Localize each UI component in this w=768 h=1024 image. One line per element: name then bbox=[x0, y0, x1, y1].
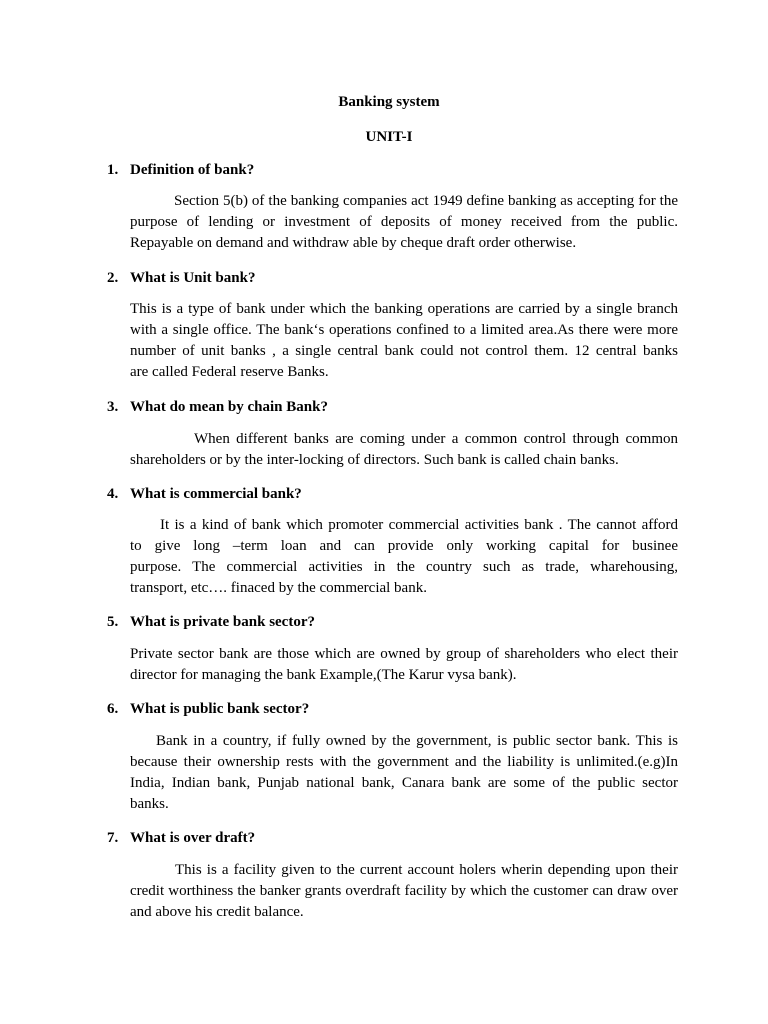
paragraph-line: because their ownership rests with the government and the liability is unlimited.(e.g)In bbox=[130, 754, 678, 770]
question-heading-2 bbox=[107, 268, 255, 289]
question-text: What is over draft? bbox=[130, 830, 256, 846]
paragraph-line: with a single office. The bank‘s operations confined to a limited area.As there were more bbox=[130, 322, 678, 338]
paragraph-line: shareholders or by the inter-locking of directors. Such bank is called chain banks. bbox=[130, 452, 619, 468]
paragraph-line: When different banks are coming under a common control through common bbox=[194, 431, 678, 447]
question-heading-5 bbox=[107, 612, 315, 633]
paragraph-line: This is a type of bank under which the banking operations are carried by a single branch bbox=[130, 301, 678, 317]
paragraph-line: Repayable on demand and withdraw able by cheque draft order otherwise. bbox=[130, 235, 577, 251]
question-number: 4. bbox=[107, 486, 119, 502]
paragraph-line: are called Federal reserve Banks. bbox=[130, 364, 329, 380]
paragraph-line: banks. bbox=[130, 796, 169, 812]
question-heading-7 bbox=[107, 828, 255, 849]
paragraph-line: purpose. The commercial activities in the country such as trade, wharehousing, bbox=[130, 559, 678, 575]
question-text: What is private bank sector? bbox=[130, 614, 315, 630]
paragraph-line: This is a facility given to the current account holers wherin depending upon their bbox=[175, 862, 678, 878]
question-text: What is public bank sector? bbox=[130, 701, 310, 717]
answer-paragraph-7 bbox=[130, 860, 678, 923]
question-heading-4 bbox=[107, 484, 302, 505]
paragraph-line: to give long –term loan and can provide only working capital for businee bbox=[130, 538, 678, 554]
question-text: Definition of bank? bbox=[130, 162, 255, 178]
paragraph-line: director for managing the bank Example,(The Karur vysa bank). bbox=[130, 667, 517, 683]
question-number: 7. bbox=[107, 830, 119, 846]
question-text: What do mean by chain Bank? bbox=[130, 399, 328, 415]
question-number: 5. bbox=[107, 614, 119, 630]
paragraph-line: transport, etc…. finaced by the commercial bank. bbox=[130, 580, 427, 596]
question-text: What is commercial bank? bbox=[130, 486, 302, 502]
paragraph-line: Bank in a country, if fully owned by the government, is public sector bank. This is bbox=[156, 733, 678, 749]
paragraph-line: It is a kind of bank which promoter commercial activities bank . The cannot afford bbox=[160, 517, 678, 533]
document-title: Banking system bbox=[338, 94, 440, 110]
question-number: 3. bbox=[107, 399, 119, 415]
question-heading-1 bbox=[107, 160, 254, 181]
question-heading-3 bbox=[107, 397, 328, 418]
paragraph-line: Private sector bank are those which are owned by group of shareholders who elect their bbox=[130, 646, 678, 662]
answer-paragraph-6 bbox=[130, 731, 678, 815]
question-number: 2. bbox=[107, 270, 119, 286]
question-text: What is Unit bank? bbox=[130, 270, 256, 286]
paragraph-line: Section 5(b) of the banking companies act 1949 define banking as accepting for the bbox=[174, 193, 678, 209]
paragraph-line: purpose of lending or investment of deposits of money received from the public. bbox=[130, 214, 678, 230]
answer-paragraph-2 bbox=[130, 299, 678, 383]
paragraph-line: and above his credit balance. bbox=[130, 904, 304, 920]
document-unit-heading: UNIT-I bbox=[365, 129, 413, 145]
question-heading-6 bbox=[107, 699, 309, 720]
question-number: 1. bbox=[107, 162, 119, 178]
paragraph-line: credit worthiness the banker grants overdraft facility by which the customer can draw over bbox=[130, 883, 678, 899]
answer-paragraph-4 bbox=[130, 515, 678, 599]
paragraph-line: number of unit banks , a single central bank could not control them. 12 central banks bbox=[130, 343, 678, 359]
question-number: 6. bbox=[107, 701, 119, 717]
paragraph-line: India, Indian bank, Punjab national bank, Canara bank are some of the public sector bbox=[130, 775, 678, 791]
answer-paragraph-1 bbox=[130, 191, 678, 254]
answer-paragraph-5 bbox=[130, 644, 678, 686]
answer-paragraph-3 bbox=[130, 429, 678, 471]
